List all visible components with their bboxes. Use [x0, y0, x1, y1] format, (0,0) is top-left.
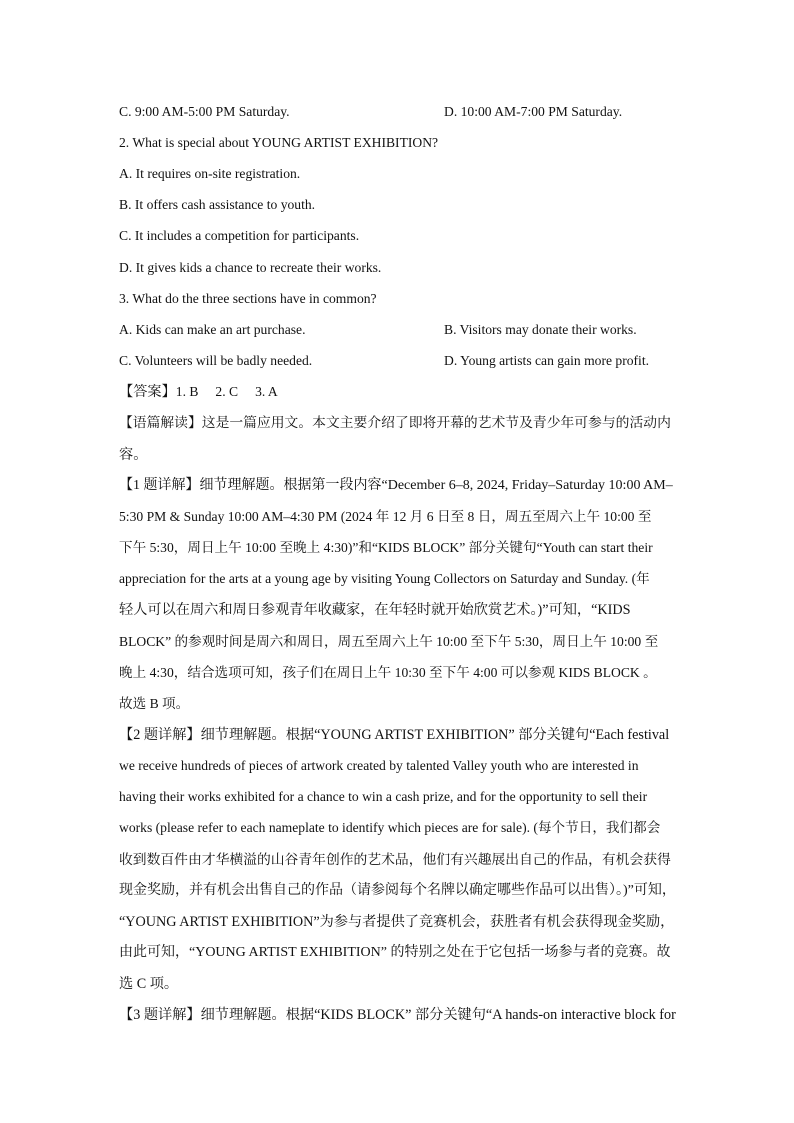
q3-stem: 3. What do the three sections have in common?: [119, 291, 377, 306]
detail2-line-3: having their works exhibited for a chance to win a cash prize, and for the opportunity to sell their: [119, 789, 648, 804]
detail2-text: 细节理解题。根据“YOUNG ARTIST EXHIBITION” 部分关键句“Each festival: [200, 727, 670, 743]
q2-option-c: C. It includes a competition for participants.: [119, 228, 360, 243]
q3-option-a: A. Kids can make an art purchase.: [119, 322, 306, 337]
detail1-line-7: 晚上 4:30，结合选项可知，孩子们在周日上午 10:30 至下午 4:00 可以参观 KIDS BLOCK 。: [119, 665, 657, 680]
q2-stem: 2. What is special about YOUNG ARTIST EXHIBITION?: [119, 135, 439, 150]
interpretation-line-2: 容。: [119, 447, 148, 463]
detail1-line-6: BLOCK” 的参观时间是周六和周日，周五至周六上午 10:00 至下午 5:30，周日上午 10:00 至: [119, 634, 659, 649]
detail2-label: 【2 题详解】: [119, 727, 201, 743]
answer-line: [119, 382, 278, 402]
detail2-line-1: [119, 725, 669, 745]
detail2-line-5: 收到数百件由才华横溢的山谷青年创作的艺术品，他们有兴趣展出自己的作品，有机会获得: [119, 852, 671, 867]
q1-option-c: C. 9:00 AM-5:00 PM Saturday.: [119, 104, 290, 119]
detail1-label: 【1 题详解】: [119, 478, 200, 493]
q3-option-c: C. Volunteers will be badly needed.: [119, 353, 313, 368]
answer-label: 【答案】: [119, 384, 176, 400]
detail2-line-8: 由此可知，“YOUNG ARTIST EXHIBITION” 的特别之处在于它包括一场参与者的竞赛。故: [119, 945, 671, 960]
detail2-line-9: 选 C 项。: [119, 976, 179, 992]
detail1-line-5: 轻人可以在周六和周日参观青年收藏家，在年轻时就开始欣赏艺术。)”可知，“KIDS: [119, 602, 631, 618]
detail3-label: 【3 题详解】: [119, 1007, 201, 1023]
detail1-line-8: 故选 B 项。: [119, 696, 190, 711]
detail2-line-4: works (please refer to each nameplate to identify which pieces are for sale). (每个节日，我们都会: [119, 820, 661, 835]
interpretation-text: 这是一篇应用文。本文主要介绍了即将开幕的艺术节及青少年可参与的活动内: [201, 415, 671, 430]
q2-option-d: D. It gives kids a chance to recreate their works.: [119, 260, 382, 275]
detail1-line-1: [119, 476, 673, 496]
q2-option-b: B. It offers cash assistance to youth.: [119, 197, 316, 212]
detail2-line-2: we receive hundreds of pieces of artwork created by talented Valley youth who are interested in: [119, 758, 639, 773]
answer-text: 1. B 2. C 3. A: [175, 384, 278, 399]
interpretation-line-1: [119, 413, 671, 433]
q3-option-d: D. Young artists can gain more profit.: [444, 353, 650, 368]
q2-option-a: A. It requires on-site registration.: [119, 166, 301, 181]
interpretation-label: 【语篇解读】: [119, 415, 202, 430]
detail3-line-1: [119, 1005, 676, 1025]
detail3-text: 细节理解题。根据“KIDS BLOCK” 部分关键句“A hands-on interactive block for: [200, 1007, 676, 1023]
detail1-line-2: 5:30 PM & Sunday 10:00 AM–4:30 PM (2024 年 12 月 6 日至 8 日，周五至周六上午 10:00 至: [119, 509, 652, 524]
detail2-line-7: “YOUNG ARTIST EXHIBITION”为参与者提供了竞赛机会，获胜者有机会获得现金奖励，: [119, 914, 675, 930]
detail1-text: 细节理解题。根据第一段内容“December 6–8, 2024, Friday–Saturday 10:00 AM–: [199, 478, 673, 493]
detail1-line-4: appreciation for the arts at a young age by visiting Young Collectors on Saturday and Sunday. (年: [119, 571, 650, 586]
q1-option-d: D. 10:00 AM-7:00 PM Saturday.: [444, 104, 623, 119]
detail2-line-6: 现金奖励，并有机会出售自己的作品（请参阅每个名牌以确定哪些作品可以出售）。)”可知，: [119, 883, 676, 898]
q3-option-b: B. Visitors may donate their works.: [444, 322, 637, 337]
detail1-line-3: 下午 5:30，周日上午 10:00 至晚上 4:30)”和“KIDS BLOCK” 部分关键句“Youth can start their: [119, 540, 653, 555]
